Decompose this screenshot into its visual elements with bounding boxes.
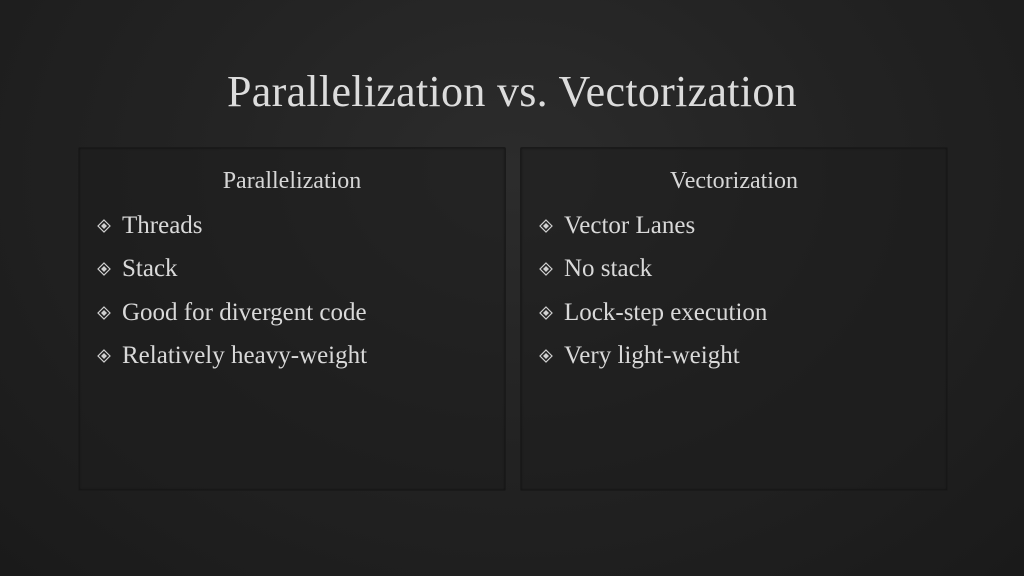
- diamond-bullet-icon: [539, 262, 553, 276]
- bullet-list-parallelization: [97, 204, 367, 378]
- bullet-text: Very light-weight: [564, 342, 740, 370]
- diamond-bullet-icon: [97, 349, 111, 363]
- list-item: [539, 335, 767, 379]
- bullet-list-vectorization: [539, 204, 767, 378]
- diamond-bullet-icon: [539, 219, 553, 233]
- slide-title: Parallelization vs. Vectorization: [227, 67, 797, 116]
- list-item: [97, 291, 367, 335]
- list-item: [97, 204, 367, 248]
- bullet-text: Good for divergent code: [122, 298, 367, 326]
- diamond-bullet-icon: [97, 219, 111, 233]
- list-item: [97, 248, 367, 292]
- list-item: [539, 204, 767, 248]
- bullet-text: No stack: [564, 255, 653, 283]
- bullet-text: Lock-step execution: [564, 298, 768, 326]
- list-item: [97, 335, 367, 379]
- diamond-bullet-icon: [539, 306, 553, 320]
- diamond-bullet-icon: [97, 262, 111, 276]
- bullet-text: Stack: [122, 255, 178, 283]
- list-item: [539, 248, 767, 292]
- bullet-text: Threads: [122, 211, 203, 239]
- list-item: [539, 291, 767, 335]
- bullet-text: Vector Lanes: [564, 211, 696, 239]
- diamond-bullet-icon: [539, 349, 553, 363]
- column-heading-vectorization: Vectorization: [670, 168, 798, 194]
- right-column-panel: [520, 147, 948, 491]
- diamond-bullet-icon: [97, 306, 111, 320]
- column-heading-parallelization: Parallelization: [222, 168, 362, 194]
- left-column-panel: [78, 147, 506, 491]
- bullet-text: Relatively heavy-weight: [122, 342, 368, 370]
